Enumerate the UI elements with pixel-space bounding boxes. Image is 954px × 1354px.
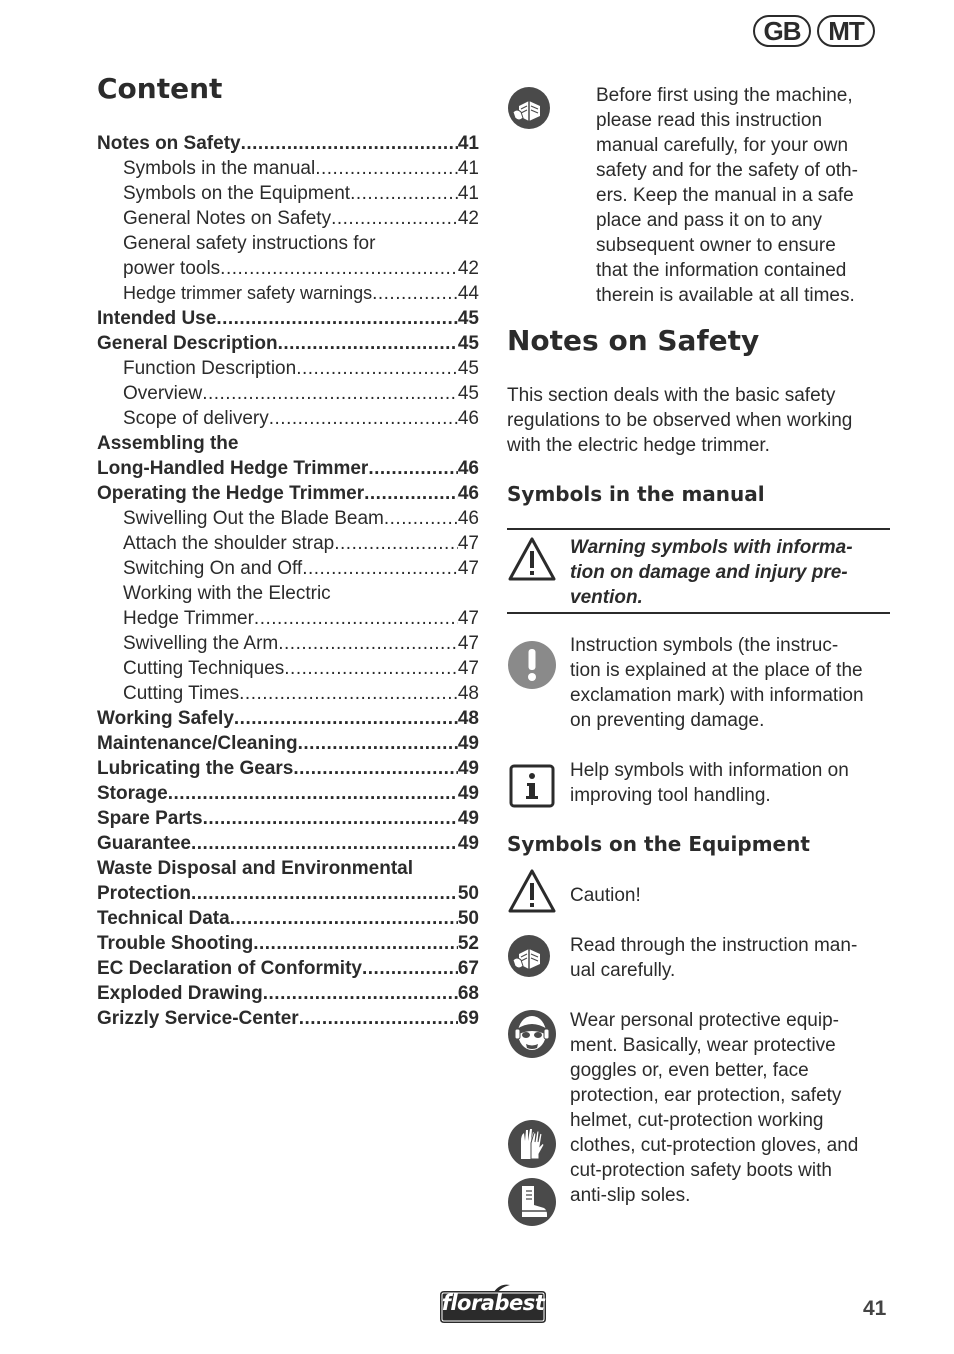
ppe-line: ment. Basically, wear protective — [570, 1035, 836, 1056]
intro-note — [596, 83, 896, 308]
intro-line: therein is available at all times. — [596, 285, 855, 306]
toc-entry-title: Operating the Hedge Trimmer — [97, 483, 365, 504]
intro-line: please read this instruction — [596, 110, 823, 131]
notes-on-safety-heading: Notes on Safety — [507, 324, 760, 357]
toc-dot-leader — [278, 331, 458, 356]
toc-entry — [97, 506, 479, 531]
toc-entry-title: General Description — [97, 333, 278, 354]
brand-name: florabest — [441, 1291, 545, 1315]
ppe-text — [570, 1008, 895, 1208]
toc-entry-page: 45 — [457, 383, 479, 404]
toc-entry-page: 49 — [457, 783, 479, 804]
toc-entry-page: 42 — [457, 208, 479, 229]
intro-line: place and pass it on to any — [596, 210, 823, 231]
toc-entry-page: 49 — [457, 733, 479, 754]
toc-entry-page: 67 — [457, 958, 479, 979]
toc-entry — [97, 781, 479, 806]
toc-entry — [97, 981, 479, 1006]
toc-dot-leader — [350, 181, 458, 206]
notes-intro-line: with the electric hedge trimmer. — [507, 435, 770, 456]
toc-dot-leader — [168, 781, 458, 806]
toc-dot-leader — [230, 906, 458, 931]
toc-entry-title: Symbols on the Equipment — [123, 183, 351, 204]
notes-intro — [507, 383, 892, 458]
toc-dot-leader — [238, 431, 479, 456]
toc-entry — [97, 156, 479, 181]
toc-entry-page: 49 — [457, 833, 479, 854]
toc-entry — [97, 731, 479, 756]
ppe-line: helmet, cut-protection working — [570, 1110, 824, 1131]
toc-dot-leader — [239, 681, 458, 706]
warning-line: vention. — [570, 587, 643, 608]
toc-entry — [97, 181, 479, 206]
toc-entry-title: Storage — [97, 783, 168, 804]
toc-entry-title: Waste Disposal and Environmental — [97, 858, 414, 879]
toc-entry-page: 44 — [457, 283, 479, 304]
toc-entry-title: Working with the Electric — [123, 583, 331, 604]
toc-entry-page: 42 — [457, 258, 479, 279]
toc-entry-page: 50 — [457, 908, 479, 929]
caution-text: Caution! — [570, 885, 641, 906]
toc-entry-title: Lubricating the Gears — [97, 758, 294, 779]
toc-dot-leader — [315, 156, 458, 181]
toc-dot-leader — [302, 556, 458, 581]
toc-entry — [97, 306, 479, 331]
florabest-logo — [438, 1283, 548, 1325]
toc-dot-leader — [220, 256, 458, 281]
toc-entry-page: 45 — [457, 358, 479, 379]
toc-entry-title: Hedge Trimmer — [123, 608, 254, 629]
notes-intro-line: regulations to be observed when working — [507, 410, 853, 431]
toc-entry-page: 46 — [457, 483, 479, 504]
toc-entry — [97, 1006, 479, 1031]
read-manual-icon — [507, 86, 551, 130]
help-line: improving tool handling. — [570, 785, 771, 806]
gloves-icon — [507, 1119, 557, 1169]
toc-entry-page: 47 — [457, 608, 479, 629]
toc-dot-leader — [234, 706, 458, 731]
toc-entry-title: Technical Data — [97, 908, 230, 929]
read-line: ual carefully. — [570, 960, 676, 981]
toc-dot-leader — [241, 131, 458, 156]
toc-entry-title: Cutting Times — [123, 683, 240, 704]
toc-dot-leader — [413, 856, 479, 881]
warning-line: tion on damage and injury pre- — [570, 562, 848, 583]
toc-entry-title: Assembling the — [97, 433, 239, 454]
toc-entry-page: 41 — [457, 183, 479, 204]
toc-entry — [97, 706, 479, 731]
toc-dot-leader — [296, 356, 458, 381]
toc-dot-leader — [372, 281, 458, 306]
instruction-line: exclamation mark) with information — [570, 685, 864, 706]
toc-entry-page: 46 — [457, 508, 479, 529]
toc-entry-title: Maintenance/Cleaning — [97, 733, 298, 754]
content-title: Content — [97, 72, 223, 105]
read-manual-equipment-icon — [507, 934, 551, 978]
lang-badge-gb: GB — [753, 15, 811, 47]
toc-entry-page: 49 — [457, 808, 479, 829]
toc-dot-leader — [368, 456, 458, 481]
warning-box — [507, 528, 890, 614]
intro-line: safety and for the safety of oth- — [596, 160, 858, 181]
toc-entry-title: Symbols in the manual — [123, 158, 316, 179]
toc-entry-title: Overview — [123, 383, 203, 404]
toc-entry-title: Trouble Shooting — [97, 933, 254, 954]
instruction-line: tion is explained at the place of the — [570, 660, 863, 681]
face-protection-icon — [507, 1009, 557, 1059]
instruction-line: on preventing damage. — [570, 710, 765, 731]
toc-entry — [97, 656, 479, 681]
toc-entry-page: 48 — [457, 683, 479, 704]
exclamation-circle-icon — [507, 640, 557, 690]
toc-entry-title: Working Safely — [97, 708, 234, 729]
toc-entry-title: Protection — [97, 883, 191, 904]
toc-dot-leader — [263, 981, 458, 1006]
toc-entry — [97, 281, 479, 306]
toc-dot-leader — [331, 206, 458, 231]
toc-entry-title: General safety instructions for — [123, 233, 376, 254]
toc-dot-leader — [203, 806, 458, 831]
lang-badge-mt: MT — [817, 15, 875, 47]
toc-entry-title: Swivelling Out the Blade Beam — [123, 508, 384, 529]
notes-intro-line: This section deals with the basic safety — [507, 385, 836, 406]
safety-boots-icon — [507, 1177, 557, 1227]
toc-entry-page: 52 — [457, 933, 479, 954]
toc-entry — [97, 556, 479, 581]
toc-entry-title: Grizzly Service-Center — [97, 1008, 299, 1029]
toc-entry-page: 41 — [457, 158, 479, 179]
instruction-line: Instruction symbols (the instruc- — [570, 635, 839, 656]
toc-entry-page: 45 — [457, 308, 479, 329]
toc-dot-leader — [278, 631, 458, 656]
intro-line: that the information contained — [596, 260, 847, 281]
toc-dot-leader — [384, 506, 458, 531]
toc-dot-leader — [362, 956, 458, 981]
toc-entry-page: 46 — [457, 408, 479, 429]
toc-dot-leader — [293, 756, 457, 781]
caution-triangle-icon — [507, 868, 557, 914]
toc-entry — [97, 756, 479, 781]
ppe-line: Wear personal protective equip- — [570, 1010, 839, 1031]
toc-entry — [97, 906, 479, 931]
toc-entry — [97, 131, 479, 156]
toc-entry-title: Notes on Safety — [97, 133, 241, 154]
ppe-line: protection, ear protection, safety — [570, 1085, 842, 1106]
toc-entry-page: 48 — [457, 708, 479, 729]
page-number: 41 — [863, 1297, 887, 1320]
toc-dot-leader — [253, 931, 458, 956]
warning-text — [570, 535, 890, 610]
ppe-line: anti-slip soles. — [570, 1185, 691, 1206]
toc-entry-title: Guarantee — [97, 833, 191, 854]
toc-entry — [97, 956, 479, 981]
intro-line: subsequent owner to ensure — [596, 235, 836, 256]
ppe-line: cut-protection safety boots with — [570, 1160, 832, 1181]
toc-entry-page: 41 — [457, 133, 479, 154]
toc-entry — [97, 806, 479, 831]
toc-entry — [97, 681, 479, 706]
toc-dot-leader — [191, 831, 458, 856]
toc-entry-title: Intended Use — [97, 308, 217, 329]
toc-entry-title: Hedge trimmer safety warnings — [123, 283, 373, 303]
intro-line: Before first using the machine, — [596, 85, 853, 106]
toc-entry — [97, 856, 479, 881]
toc-entry — [97, 456, 479, 481]
toc-entry-title: Spare Parts — [97, 808, 203, 829]
toc-entry — [97, 356, 479, 381]
toc-entry-page: 46 — [457, 458, 479, 479]
info-icon — [509, 764, 555, 808]
toc-dot-leader — [191, 881, 458, 906]
symbols-equipment-heading: Symbols on the Equipment — [507, 832, 810, 856]
toc-entry — [97, 581, 479, 606]
toc-entry-title: Scope of delivery — [123, 408, 269, 429]
toc-entry — [97, 831, 479, 856]
warning-triangle-icon — [507, 536, 557, 582]
toc-entry-title: EC Declaration of Conformity — [97, 958, 362, 979]
toc-dot-leader — [364, 481, 458, 506]
read-text — [570, 933, 895, 983]
language-badges — [753, 15, 875, 47]
toc-entry — [97, 881, 479, 906]
toc-dot-leader — [216, 306, 458, 331]
warning-line: Warning symbols with informa- — [570, 537, 853, 558]
toc-entry-title: Function Description — [123, 358, 297, 379]
ppe-line: goggles or, even better, face — [570, 1060, 809, 1081]
toc-entry-title: General Notes on Safety — [123, 208, 332, 229]
help-line: Help symbols with information on — [570, 760, 849, 781]
toc-entry-page: 45 — [457, 333, 479, 354]
content-column — [97, 72, 479, 1031]
instruction-text — [570, 633, 895, 733]
toc-entry — [97, 531, 479, 556]
toc-entry — [97, 481, 479, 506]
toc-dot-leader — [334, 531, 458, 556]
toc-entry — [97, 206, 479, 231]
toc-entry — [97, 406, 479, 431]
toc-dot-leader — [331, 581, 479, 606]
toc-dot-leader — [284, 656, 458, 681]
intro-line: manual carefully, for your own — [596, 135, 849, 156]
toc-entry-title: power tools — [123, 258, 221, 279]
toc-entry-page: 47 — [457, 558, 479, 579]
ppe-line: clothes, cut-protection gloves, and — [570, 1135, 859, 1156]
toc-entry-title: Switching On and Off — [123, 558, 303, 579]
toc-entry — [97, 606, 479, 631]
toc-entry-page: 50 — [457, 883, 479, 904]
toc-entry-title: Swivelling the Arm — [123, 633, 279, 654]
toc-entry — [97, 631, 479, 656]
toc-entry — [97, 431, 479, 456]
toc-entry-page: 68 — [457, 983, 479, 1004]
toc-entry — [97, 231, 479, 256]
toc-dot-leader — [202, 381, 458, 406]
toc-dot-leader — [269, 406, 458, 431]
toc-entry — [97, 931, 479, 956]
table-of-contents — [97, 131, 479, 1031]
toc-entry-page: 47 — [457, 633, 479, 654]
toc-entry-page: 49 — [457, 758, 479, 779]
toc-entry-page: 47 — [457, 658, 479, 679]
toc-entry-title: Cutting Techniques — [123, 658, 285, 679]
toc-entry — [97, 331, 479, 356]
toc-dot-leader — [254, 606, 458, 631]
toc-dot-leader — [299, 1006, 458, 1031]
toc-dot-leader — [375, 231, 479, 256]
toc-entry-page: 47 — [457, 533, 479, 554]
toc-entry — [97, 256, 479, 281]
toc-entry-page: 69 — [457, 1008, 479, 1029]
symbols-manual-heading: Symbols in the manual — [507, 482, 765, 506]
toc-dot-leader — [298, 731, 458, 756]
intro-line: ers. Keep the manual in a safe — [596, 185, 854, 206]
help-text — [570, 758, 895, 808]
toc-entry-title: Exploded Drawing — [97, 983, 263, 1004]
read-line: Read through the instruction man- — [570, 935, 858, 956]
toc-entry-title: Long-Handled Hedge Trimmer — [97, 458, 369, 479]
toc-entry-title: Attach the shoulder strap — [123, 533, 335, 554]
toc-entry — [97, 381, 479, 406]
